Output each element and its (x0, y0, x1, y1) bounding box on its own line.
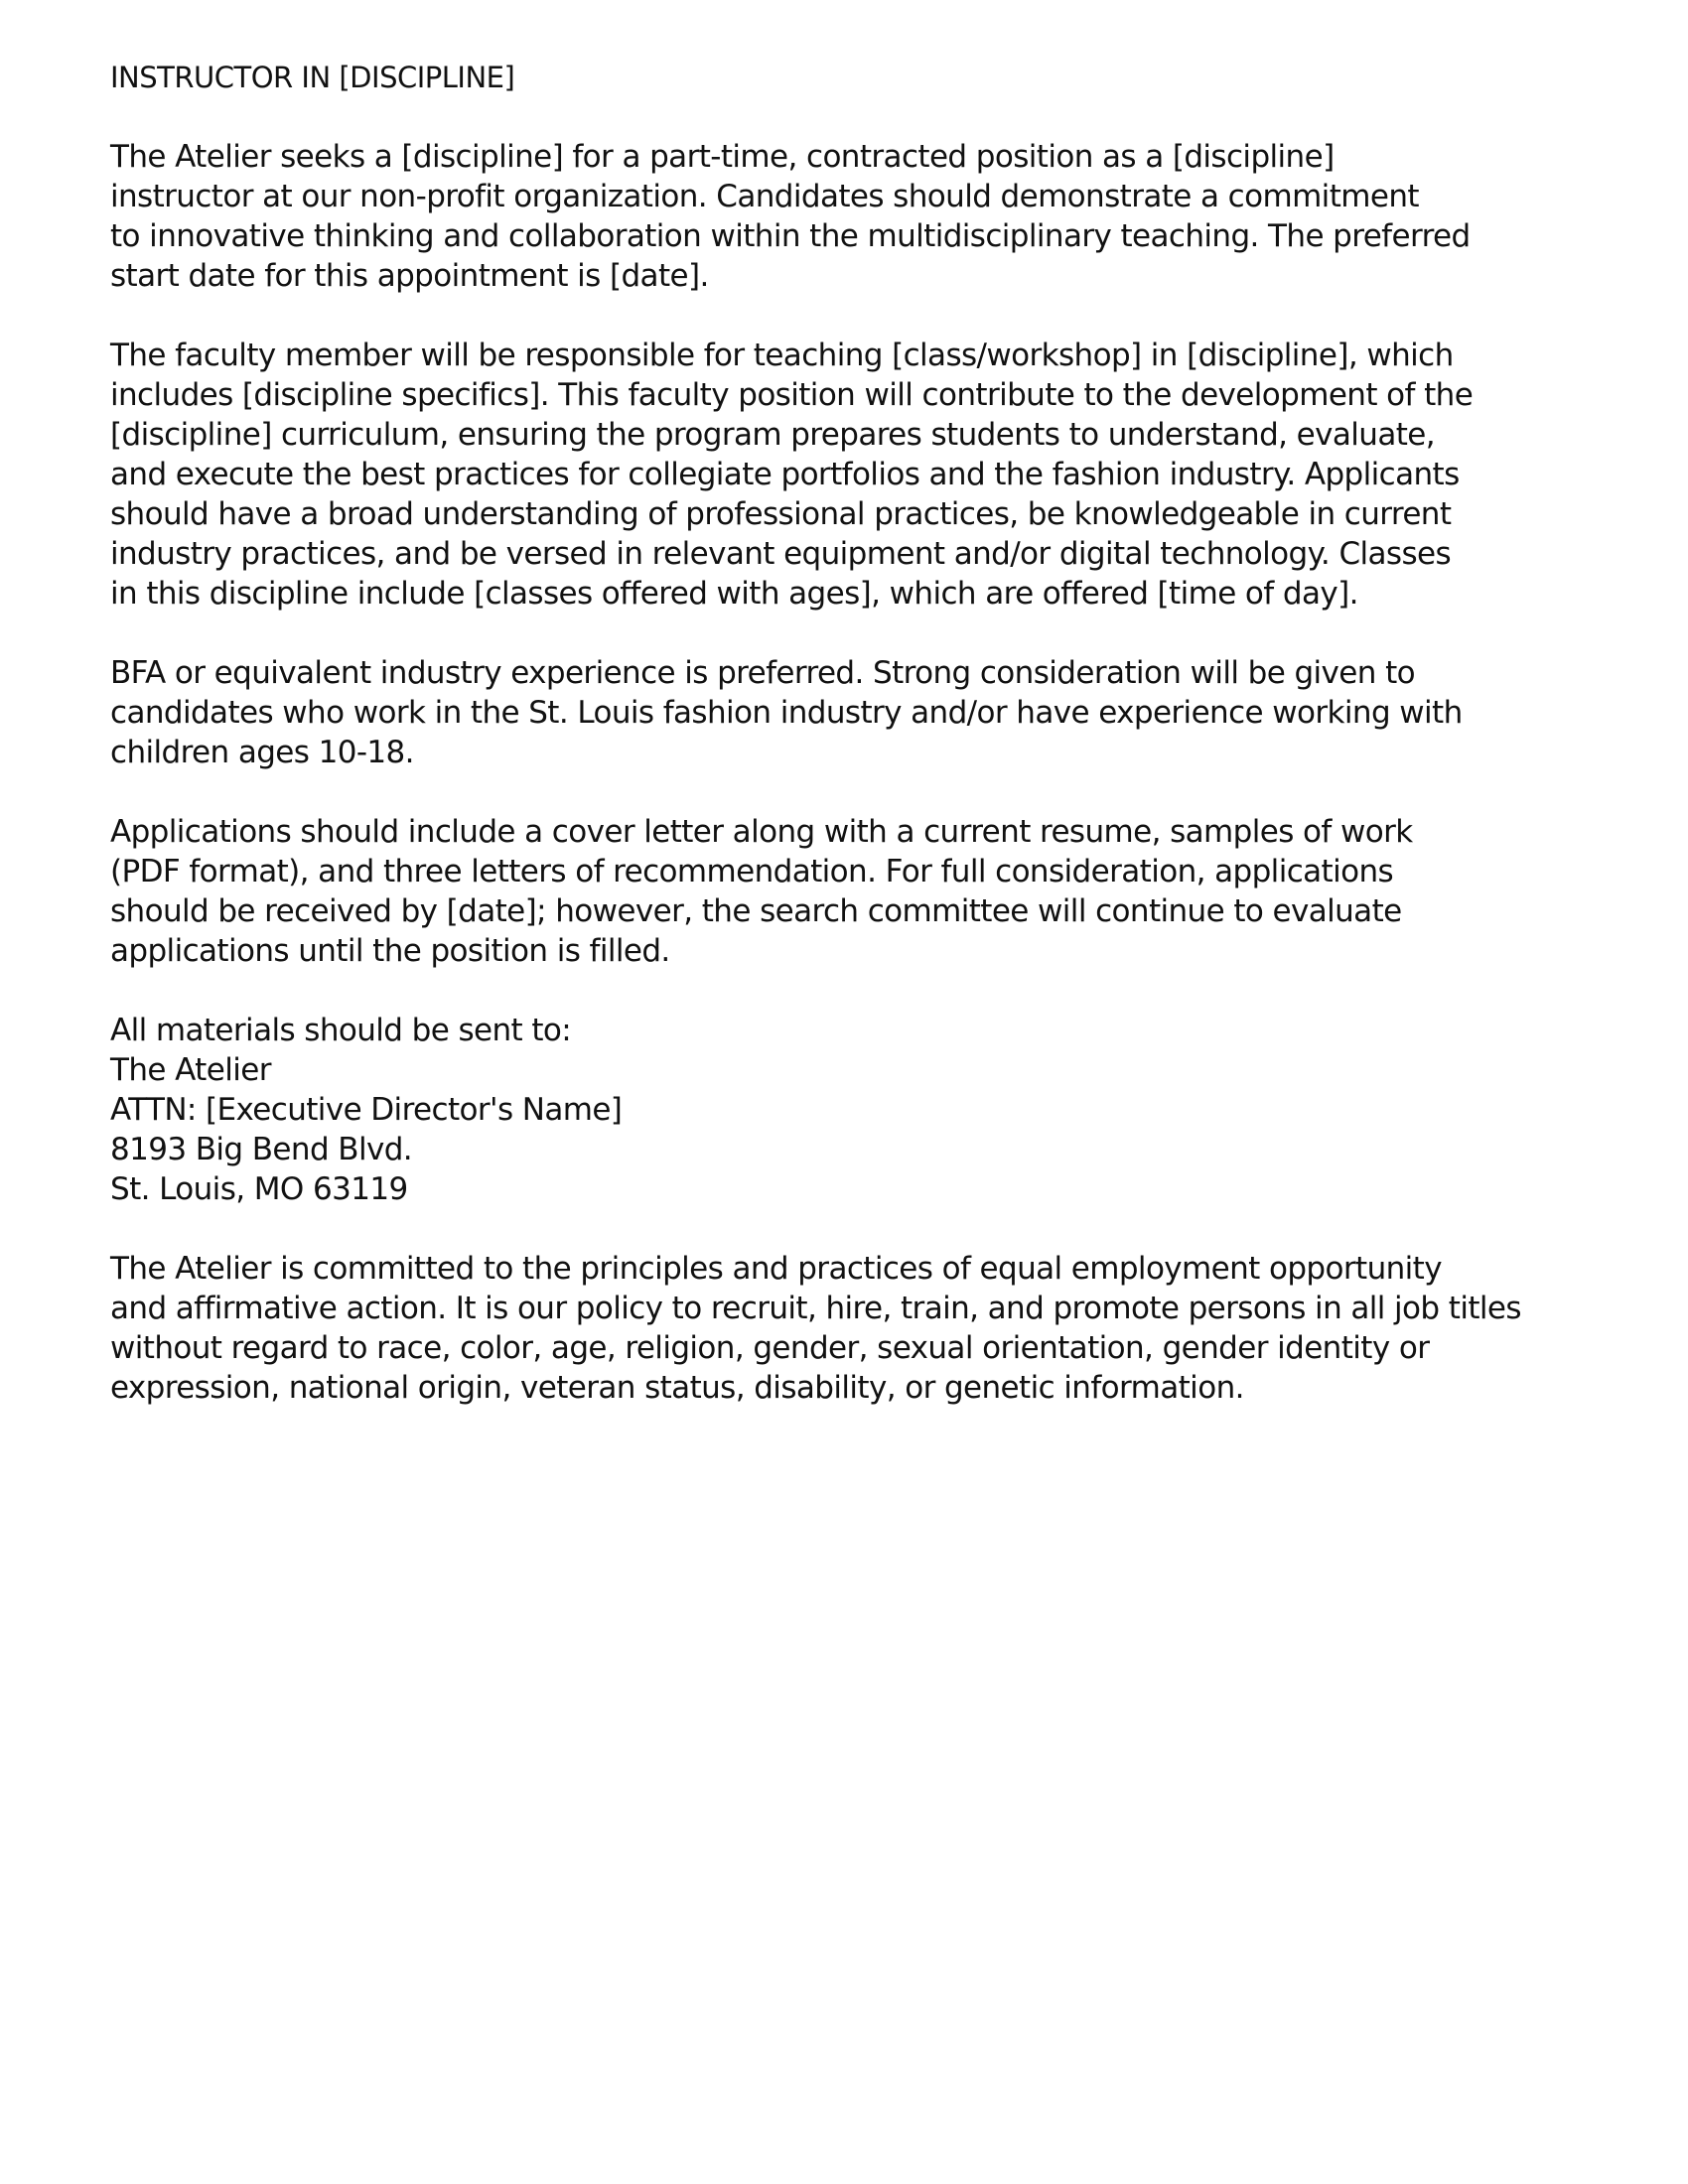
text-line: The Atelier is committed to the principles and practices of equal employment opportunity (110, 1251, 1442, 1287)
text-line: St. Louis, MO 63119 (110, 1171, 408, 1207)
text-line: Applications should include a cover letter along with a current resume, samples of work (110, 814, 1413, 850)
paragraph-equal-opportunity (110, 1249, 1600, 1408)
paragraph-responsibilities (110, 336, 1600, 614)
text-line: The faculty member will be responsible for teaching [class/workshop] in [discipline], which (110, 338, 1454, 373)
document-title: INSTRUCTOR IN [DISCIPLINE] (110, 61, 515, 94)
paragraph-mailing-address (110, 1011, 1600, 1209)
text-line: includes [discipline specifics]. This faculty position will contribute to the development of the (110, 377, 1474, 413)
text-line: should be received by [date]; however, the search committee will continue to evaluate (110, 893, 1402, 929)
paragraph-qualifications (110, 653, 1600, 772)
text-line: in this discipline include [classes offered with ages], which are offered [time of day]. (110, 576, 1358, 612)
text-line: ATTN: [Executive Director's Name] (110, 1092, 623, 1128)
text-line: [discipline] curriculum, ensuring the program prepares students to understand, evaluate, (110, 417, 1436, 453)
text-line: start date for this appointment is [date]. (110, 258, 709, 294)
text-line: BFA or equivalent industry experience is preferred. Strong consideration will be given to (110, 655, 1415, 691)
text-line: expression, national origin, veteran status, disability, or genetic information. (110, 1370, 1244, 1406)
text-line: applications until the position is filled. (110, 933, 670, 969)
text-line: and execute the best practices for collegiate portfolios and the fashion industry. Applicants (110, 457, 1460, 492)
text-line: All materials should be sent to: (110, 1013, 572, 1048)
text-line: The Atelier seeks a [discipline] for a part-time, contracted position as a [discipline] (110, 139, 1335, 175)
text-line: children ages 10-18. (110, 735, 414, 770)
text-line: should have a broad understanding of professional practices, be knowledgeable in current (110, 496, 1452, 532)
document-page (110, 58, 1600, 1447)
text-line: industry practices, and be versed in relevant equipment and/or digital technology. Classes (110, 536, 1452, 572)
text-line: and affirmative action. It is our policy to recruit, hire, train, and promote persons in all job titles (110, 1291, 1521, 1326)
text-line: without regard to race, color, age, religion, gender, sexual orientation, gender identity or (110, 1330, 1430, 1366)
text-line: (PDF format), and three letters of recommendation. For full consideration, applications (110, 854, 1394, 889)
paragraph-applications (110, 812, 1600, 971)
text-line: candidates who work in the St. Louis fashion industry and/or have experience working with (110, 695, 1463, 731)
text-line: The Atelier (110, 1052, 271, 1088)
text-line: to innovative thinking and collaboration within the multidisciplinary teaching. The preferred (110, 218, 1471, 254)
text-line: 8193 Big Bend Blvd. (110, 1132, 413, 1167)
paragraph-intro (110, 137, 1600, 296)
text-line: instructor at our non-profit organization. Candidates should demonstrate a commitment (110, 179, 1419, 214)
